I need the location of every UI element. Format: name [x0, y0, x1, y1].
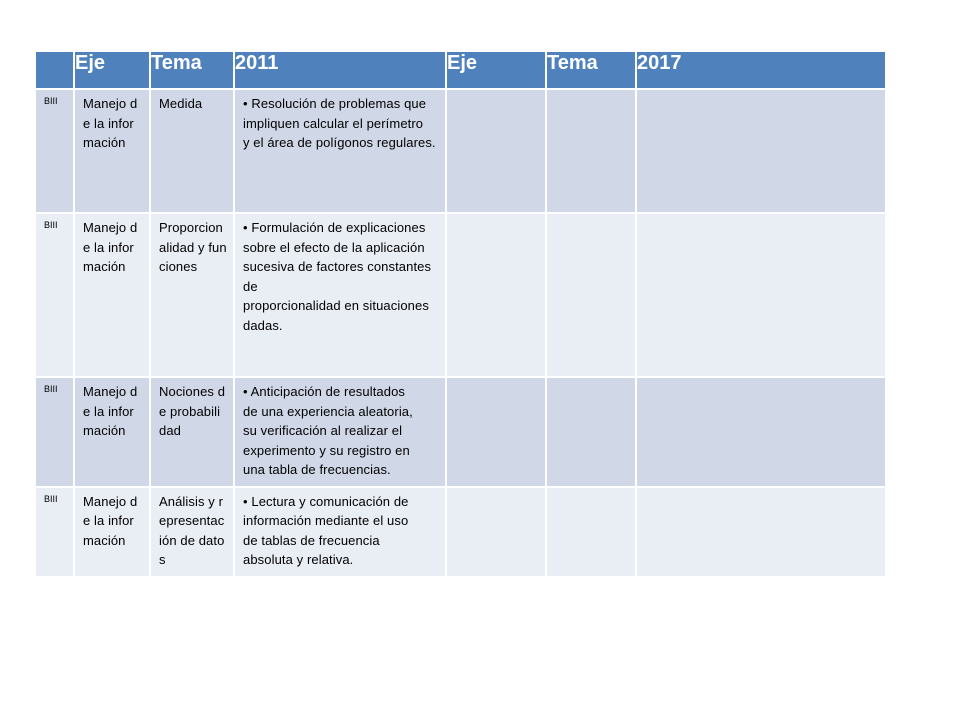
row-content [235, 488, 445, 576]
content-line: absoluta y relativa. [243, 552, 354, 567]
row-tema-2017-cell [546, 213, 636, 377]
row-eje: Manejo de la información [83, 96, 138, 150]
row-content [235, 378, 445, 486]
row-content-cell [234, 487, 446, 577]
row-code-cell [35, 487, 74, 577]
content-line: de una experiencia aleatoria, [243, 403, 413, 419]
header-2011: 2011 [234, 51, 446, 89]
row-tema: Nociones de probabilidad [159, 384, 226, 438]
row-tema: Proporcionalidad y funciones [159, 220, 227, 274]
row-eje-2017-cell [446, 213, 546, 377]
content-line: experimento y su registro en [243, 442, 410, 458]
row-eje-2017-cell [446, 487, 546, 577]
row-eje-cell [74, 487, 150, 577]
row-eje-cell [74, 213, 150, 377]
row-2017-cell [636, 377, 886, 487]
header-row [35, 51, 886, 89]
row-code-cell [35, 213, 74, 377]
curriculum-comparison-table [34, 50, 887, 578]
row-content-cell [234, 89, 446, 213]
header-2017: 2017 [636, 51, 886, 89]
content-line: una tabla de frecuencias. [243, 462, 391, 477]
content-line: su verificación al realizar el [243, 423, 403, 438]
content-line: sobre el efecto de la aplicación [243, 239, 425, 255]
row-code: BIII [44, 384, 58, 394]
content-line: impliquen calcular el perímetro [243, 115, 424, 131]
row-tema-2017-cell [546, 377, 636, 487]
row-eje-cell [74, 89, 150, 213]
row-eje-2017-cell [446, 377, 546, 487]
content-line: información mediante el uso [243, 513, 409, 528]
row-code: BIII [44, 220, 58, 230]
header-tema-2011: Tema [150, 51, 234, 89]
row-tema-2017-cell [546, 487, 636, 577]
table-row [35, 487, 886, 577]
row-content [235, 214, 445, 341]
content-line: • Lectura y comunicación de [243, 493, 409, 509]
row-tema: Análisis y representación de datos [159, 493, 225, 567]
header-eje-2017: Eje [446, 51, 546, 89]
row-2017-cell [636, 89, 886, 213]
content-line: de tablas de frecuencia [243, 532, 380, 548]
content-line: proporcionalidad en situaciones dadas. [243, 298, 429, 333]
row-eje-2017-cell [446, 89, 546, 213]
row-tema-2017-cell [546, 89, 636, 213]
row-tema: Medida [159, 96, 203, 111]
row-code: BIII [44, 493, 58, 504]
row-tema-cell [150, 89, 234, 213]
header-code [35, 51, 74, 89]
row-eje-cell [74, 377, 150, 487]
row-code-cell [35, 377, 74, 487]
row-content-cell [234, 213, 446, 377]
header-tema-2017: Tema [546, 51, 636, 89]
row-2017-cell [636, 213, 886, 377]
content-line: sucesiva de factores constantes de [243, 259, 432, 294]
content-line: y el área de polígonos regulares. [243, 135, 436, 150]
row-code: BIII [44, 96, 58, 106]
row-content-cell [234, 377, 446, 487]
table-row [35, 213, 886, 377]
content-line: • Anticipación de resultados [243, 384, 406, 399]
row-tema-cell [150, 487, 234, 577]
row-eje: Manejo de la información [83, 493, 138, 548]
table-row [35, 377, 886, 487]
row-code-cell [35, 89, 74, 213]
row-eje: Manejo de la información [83, 384, 138, 438]
row-tema-cell [150, 213, 234, 377]
table-row [35, 89, 886, 213]
content-line: • Resolución de problemas que [243, 96, 427, 111]
content-line: • Formulación de explicaciones [243, 220, 426, 235]
header-eje-2011: Eje [74, 51, 150, 89]
row-2017-cell [636, 487, 886, 577]
row-eje: Manejo de la información [83, 220, 138, 274]
row-tema-cell [150, 377, 234, 487]
row-content [235, 90, 445, 159]
